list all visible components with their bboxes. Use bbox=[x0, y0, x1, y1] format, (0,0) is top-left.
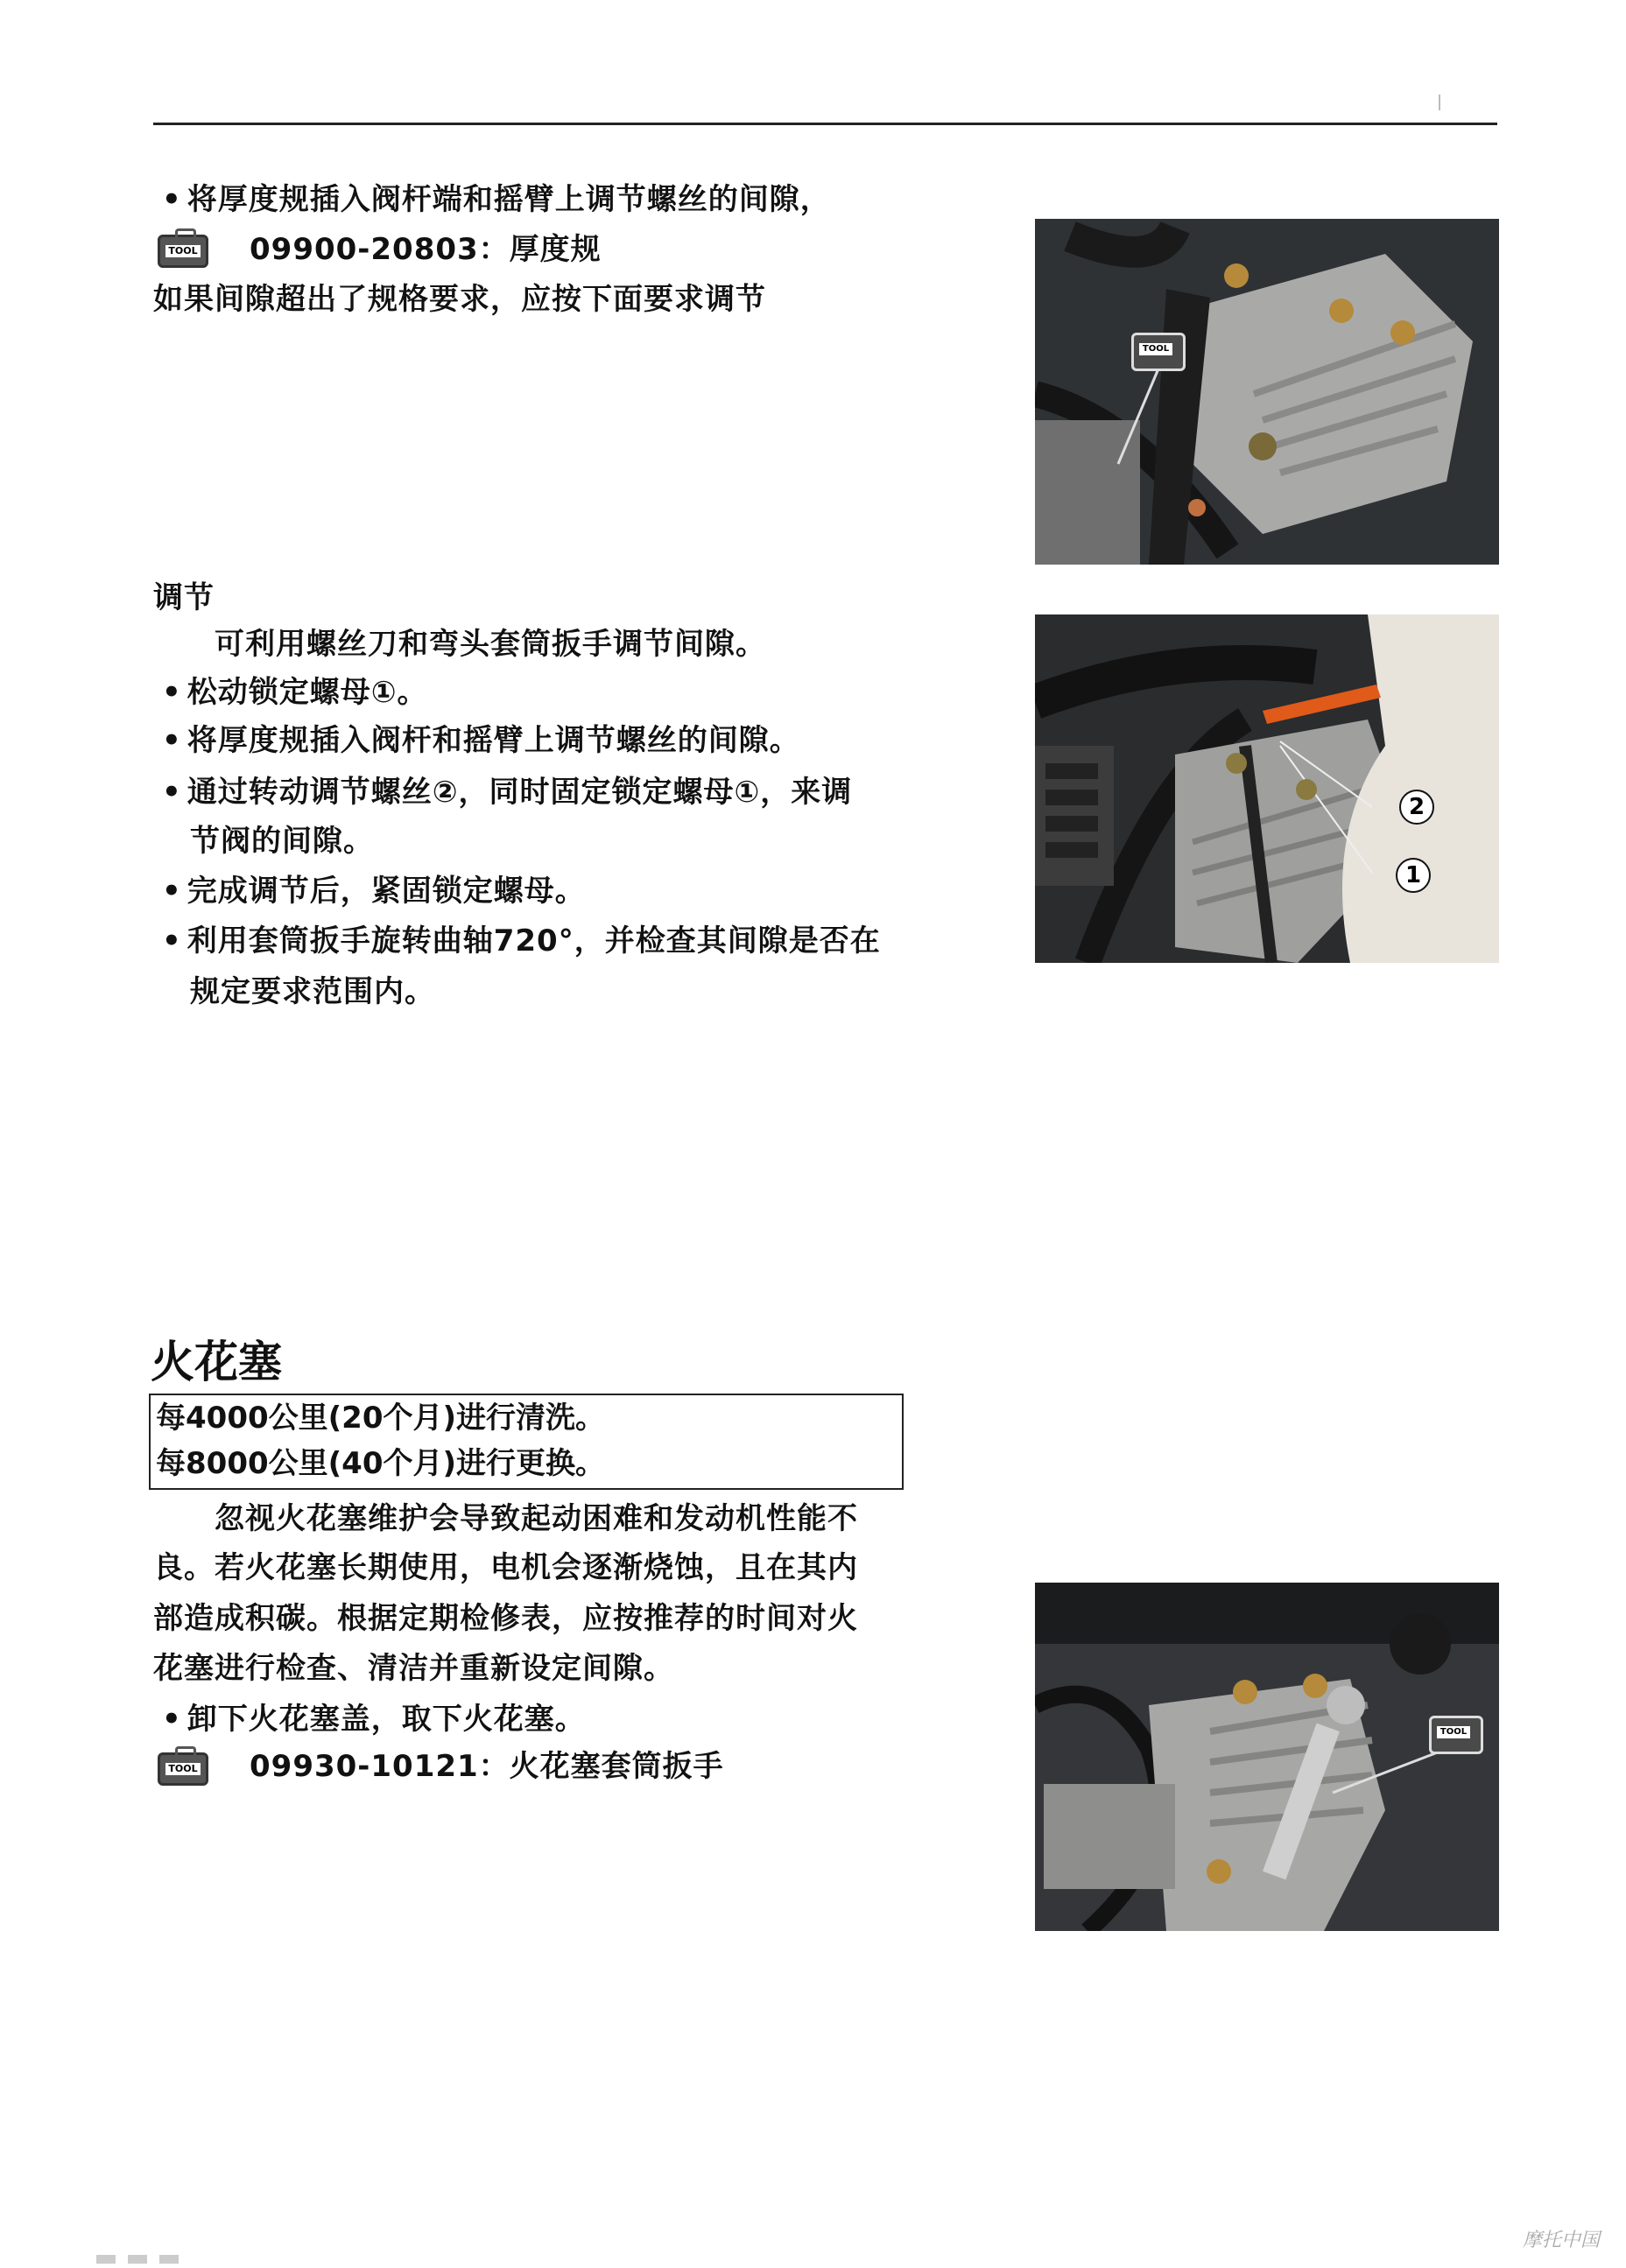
step-loosen-nut: • 松动锁定螺母①。 bbox=[162, 668, 428, 717]
tool-icon: TOOL bbox=[1429, 1716, 1483, 1754]
step-tighten-nut: • 完成调节后，紧固锁定螺母。 bbox=[162, 867, 586, 916]
spark-plug-paragraph-3: 部造成积碳。根据定期检修表，应按推荐的时间对火 bbox=[153, 1601, 858, 1636]
photo-thickness-gauge bbox=[1035, 219, 1499, 565]
spark-plug-paragraph-1: 忽视火花塞维护会导致起动困难和发动机性能不 bbox=[215, 1501, 858, 1536]
interval-replace: 每8000公里(40个月)进行更换。 bbox=[156, 1446, 606, 1481]
tool-icon: TOOL bbox=[1131, 333, 1186, 371]
step-turn-screw: • 通过转动调节螺丝②，同时固定锁定螺母①，来调 bbox=[162, 768, 852, 817]
footer-page-marks bbox=[96, 2250, 210, 2259]
step-rotate-crank: • 利用套筒扳手旋转曲轴720°，并检查其间隙是否在 bbox=[162, 916, 881, 965]
step-turn-screw-cont: 节阀的间隙。 bbox=[190, 824, 374, 859]
photo-valve-adjustment bbox=[1035, 614, 1499, 963]
tool-thickness-gauge: 09900-20803：厚度规 bbox=[250, 232, 602, 267]
photo-spark-plug bbox=[1035, 1583, 1499, 1931]
tool-icon: TOOL bbox=[158, 235, 208, 268]
callout-2: 2 bbox=[1399, 790, 1434, 825]
tool-icon: TOOL bbox=[158, 1752, 208, 1786]
spark-plug-paragraph-2: 良。若火花塞长期使用，电机会逐渐烧蚀，且在其内 bbox=[153, 1550, 858, 1585]
spark-plug-paragraph-4: 花塞进行检查、清洁并重新设定间隙。 bbox=[153, 1651, 674, 1686]
adjustment-intro: 可利用螺丝刀和弯头套筒扳手调节间隙。 bbox=[215, 627, 766, 662]
step-rotate-crank-cont: 规定要求范围内。 bbox=[190, 974, 435, 1009]
spark-plug-heading: 火花塞 bbox=[151, 1337, 282, 1387]
interval-clean: 每4000公里(20个月)进行清洗。 bbox=[156, 1401, 606, 1436]
adjustment-heading: 调节 bbox=[153, 580, 215, 615]
watermark: 摩托中国 bbox=[1522, 2229, 1600, 2251]
header-tick bbox=[1439, 95, 1440, 110]
step-insert-gauge: • 将厚度规插入阀杆和摇臂上调节螺丝的间隙。 bbox=[162, 716, 800, 765]
tool-spark-plug-wrench: 09930-10121：火花塞套筒扳手 bbox=[250, 1749, 724, 1784]
clearance-note: 如果间隙超出了规格要求，应按下面要求调节 bbox=[153, 282, 766, 317]
thickness-gauge-instruction: • 将厚度规插入阀杆端和摇臂上调节螺丝的间隙， bbox=[162, 175, 831, 224]
maintenance-interval-box bbox=[149, 1394, 904, 1490]
step-remove-spark-plug: • 卸下火花塞盖，取下火花塞。 bbox=[162, 1695, 586, 1744]
callout-1: 1 bbox=[1396, 858, 1431, 893]
header-rule bbox=[153, 123, 1497, 125]
